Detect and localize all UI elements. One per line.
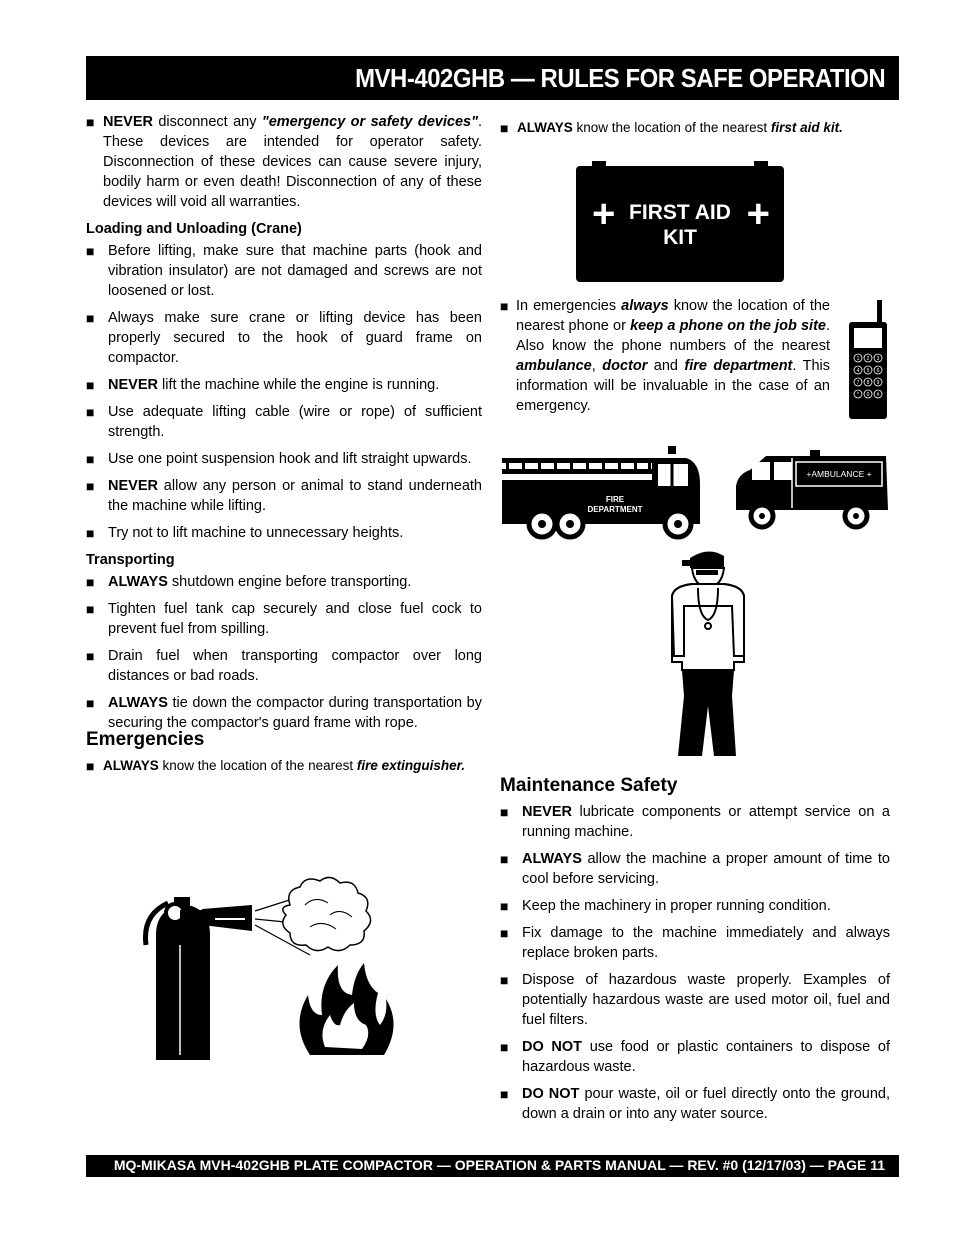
- first-aid-emphasis: first aid kit.: [770, 120, 843, 135]
- bullet-square: ■: [86, 525, 95, 541]
- loading-item-body: lift the machine while the engine is running.: [157, 377, 440, 393]
- loading-item-lead: NEVER: [108, 377, 158, 393]
- maintenance-item-text: [522, 896, 890, 916]
- phone-t3: . Also know the phone numbers of the nearest: [516, 318, 830, 354]
- phone-key-label: 1: [856, 356, 860, 362]
- loading-item-text: [108, 449, 482, 469]
- loading-item-body: allow any person or animal to stand underneath the machine while lifting.: [108, 478, 482, 514]
- maintenance-item-text: [522, 923, 890, 963]
- phone-paragraph: [516, 296, 830, 416]
- phone-key-label: #: [876, 392, 880, 398]
- maintenance-item: [500, 1084, 890, 1124]
- phone-t2: know the location of the nearest phone or: [516, 298, 830, 334]
- page-title: MVH-402GHB — RULES FOR SAFE OPERATION: [354, 63, 885, 93]
- bullet-square: ■: [86, 114, 95, 130]
- loading-list: [86, 241, 482, 543]
- bullet-square: ■: [86, 377, 95, 393]
- footer-text: MQ-MIKASA MVH-402GHB PLATE COMPACTOR — OPERATION & PARTS MANUAL — REV. #0 (12/17/03) — PAGE 11: [113, 1157, 885, 1173]
- phone-key-label: 8: [866, 380, 870, 386]
- phone-key-label: 4: [856, 368, 860, 374]
- transport-item-text: [108, 693, 482, 733]
- maintenance-item: [500, 923, 890, 963]
- maintenance-heading: Maintenance Safety: [500, 775, 678, 796]
- maintenance-item-lead: DO NOT: [522, 1039, 583, 1055]
- loading-heading: Loading and Unloading (Crane): [86, 221, 302, 237]
- phone-key-label: 7: [856, 380, 860, 386]
- loading-item-body: Use one point suspension hook and lift straight upwards.: [108, 451, 472, 467]
- bullet-square: ■: [500, 1086, 509, 1102]
- bullet-square: ■: [86, 601, 95, 617]
- phone-key-label: *: [857, 392, 859, 398]
- transport-item: [86, 646, 482, 686]
- phone-key-label: 2: [866, 356, 870, 362]
- transport-list: [86, 572, 482, 733]
- intro-paragraph: [86, 112, 482, 212]
- maintenance-item-lead: NEVER: [522, 804, 572, 820]
- loading-item-body: Before lifting, make sure that machine parts (hook and vibration insulator) are not damaged and screws are not loosened or lost.: [108, 243, 482, 299]
- transport-item-body: Tighten fuel tank cap securely and close fuel cock to prevent fuel from spilling.: [108, 601, 482, 637]
- kit-latch: [754, 161, 768, 167]
- first-aid-item: [500, 118, 890, 145]
- loading-item-lead: NEVER: [108, 478, 158, 494]
- maintenance-item: [500, 1037, 890, 1077]
- bullet-square: ■: [86, 574, 95, 590]
- loading-item-text: [108, 523, 482, 543]
- maintenance-item: [500, 970, 890, 1030]
- transport-item-text: [108, 599, 482, 639]
- bullet-square: ■: [500, 851, 509, 867]
- bullet-square: ■: [86, 648, 95, 664]
- phone-t6: . This information will be invaluable in the case of an emergency.: [516, 358, 830, 414]
- intro-emphasis: "emergency or safety devices": [261, 114, 478, 130]
- maintenance-item-lead: ALWAYS: [522, 851, 582, 867]
- bullet-square: ■: [86, 404, 95, 420]
- ambulance-illustration: [732, 450, 892, 534]
- loading-item: [86, 241, 482, 301]
- header-bar: [86, 56, 899, 100]
- emergencies-section: [86, 730, 486, 783]
- transport-item: [86, 572, 482, 592]
- fire-truck-illustration: [500, 444, 704, 540]
- maintenance-item-body: lubricate components or attempt service on a running machine.: [522, 804, 890, 840]
- phone-e3: ambulance: [516, 358, 592, 374]
- fire-ext-text: know the location of the nearest: [158, 758, 357, 773]
- loading-item: [86, 449, 482, 469]
- phone-e4: doctor: [602, 358, 648, 374]
- bullet-square: ■: [500, 804, 509, 820]
- plus-icon: +: [746, 192, 770, 236]
- first-aid-kit-illustration: [576, 166, 784, 282]
- doctor-illustration: [668, 546, 750, 760]
- bullet-square: ■: [86, 310, 95, 326]
- maintenance-item-body: Keep the machinery in proper running condition.: [522, 898, 831, 914]
- bullet-square: ■: [500, 972, 509, 988]
- loading-item: [86, 402, 482, 442]
- transport-item-body: shutdown engine before transporting.: [167, 574, 412, 590]
- transport-item-text: [108, 572, 482, 592]
- maintenance-item-text: [522, 1037, 890, 1077]
- loading-item-body: Use adequate lifting cable (wire or rope) of sufficient strength.: [108, 404, 482, 440]
- phone-t1: In emergencies: [516, 298, 622, 314]
- loading-item-text: [108, 476, 482, 516]
- loading-item-text: [108, 308, 482, 368]
- maintenance-item-body: pour waste, oil or fuel directly onto the ground, down a drain or into any water source.: [522, 1086, 890, 1122]
- maintenance-item: [500, 802, 890, 842]
- transport-item-body: tie down the compactor during transportation by securing the compactor's guard frame with rope.: [108, 695, 482, 731]
- fire-extinguisher-illustration: [140, 875, 400, 1065]
- loading-item-text: [108, 241, 482, 301]
- first-aid-text: know the location of the nearest: [572, 120, 771, 135]
- phone-e5: fire department: [684, 358, 793, 374]
- kit-label-line2: KIT: [663, 226, 697, 249]
- phone-key-label: 5: [866, 368, 870, 374]
- bullet-square: ■: [86, 478, 95, 494]
- maintenance-item: [500, 896, 890, 916]
- intro-lead: NEVER: [103, 114, 153, 130]
- phone-key-label: 6: [876, 368, 880, 374]
- kit-label: [576, 200, 784, 250]
- first-aid-bullet: [500, 118, 890, 138]
- loading-item: [86, 476, 482, 516]
- phone-e1: always: [621, 298, 669, 314]
- phone-t5: and: [647, 358, 685, 374]
- truck-label-fire: FIRE: [605, 495, 625, 504]
- truck-label-department: DEPARTMENT: [587, 505, 643, 514]
- fire-extinguisher-item: [86, 756, 486, 776]
- loading-item-text: [108, 402, 482, 442]
- transport-heading: Transporting: [86, 552, 175, 568]
- phone-t4: ,: [591, 358, 603, 374]
- maintenance-item-body: use food or plastic containers to dispose of hazardous waste.: [522, 1039, 890, 1075]
- cell-phone-illustration: [846, 298, 890, 422]
- transport-item-body: Drain fuel when transporting compactor over long distances or bad roads.: [108, 648, 482, 684]
- first-aid-lead: ALWAYS: [517, 120, 573, 135]
- phone-key-label: 0: [866, 392, 870, 398]
- bullet-square: ■: [500, 1039, 509, 1055]
- maintenance-item-text: [522, 970, 890, 1030]
- bullet-square: ■: [500, 298, 509, 314]
- loading-item-body: Try not to lift machine to unnecessary heights.: [108, 525, 404, 541]
- maintenance-item-text: [522, 1084, 890, 1124]
- left-column: [86, 112, 482, 740]
- maintenance-item-lead: DO NOT: [522, 1086, 580, 1102]
- maintenance-list: [500, 802, 890, 1124]
- bullet-square: ■: [500, 120, 509, 136]
- bullet-square: ■: [86, 243, 95, 259]
- footer-bar: [86, 1155, 899, 1177]
- maintenance-item: [500, 849, 890, 889]
- intro-text-1: disconnect any: [152, 114, 262, 130]
- maintenance-section: [500, 776, 890, 1131]
- maintenance-item-text: [522, 802, 890, 842]
- transport-item-lead: ALWAYS: [108, 695, 168, 711]
- ambulance-label: +AMBULANCE +: [806, 469, 872, 479]
- maintenance-item-body: allow the machine a proper amount of time to cool before servicing.: [522, 851, 890, 887]
- bullet-square: ■: [86, 758, 95, 774]
- loading-item-body: Always make sure crane or lifting device has been properly secured to the hook of guard frame on compactor.: [108, 310, 482, 366]
- transport-item: [86, 693, 482, 733]
- loading-item: [86, 375, 482, 395]
- intro-text-2: . These devices are intended for operator safety. Disconnection of these devices can cause severe injury, bodily harm or even death! Disconnection of any of these devices will void all warranties.: [103, 114, 482, 210]
- bullet-square: ■: [86, 695, 95, 711]
- plus-icon: +: [592, 192, 616, 236]
- kit-label-line1: FIRST AID: [629, 201, 731, 224]
- maintenance-item-body: Dispose of hazardous waste properly. Examples of potentially hazardous waste are used motor oil, fuel and fuel filters.: [522, 972, 890, 1028]
- phone-key-label: 3: [876, 356, 880, 362]
- bullet-square: ■: [500, 898, 509, 914]
- phone-key-label: 9: [876, 380, 880, 386]
- phone-e2: keep a phone on the job site: [630, 318, 826, 334]
- fire-ext-lead: ALWAYS: [103, 758, 159, 773]
- kit-latch: [592, 161, 606, 167]
- transport-item-lead: ALWAYS: [108, 574, 168, 590]
- transport-item-text: [108, 646, 482, 686]
- transport-item: [86, 599, 482, 639]
- loading-item: [86, 523, 482, 543]
- bullet-square: ■: [86, 451, 95, 467]
- fire-ext-emphasis: fire extinguisher.: [356, 758, 465, 773]
- loading-item-text: [108, 375, 482, 395]
- bullet-square: ■: [500, 925, 509, 941]
- emergencies-heading: Emergencies: [86, 729, 205, 750]
- loading-item: [86, 308, 482, 368]
- maintenance-item-text: [522, 849, 890, 889]
- maintenance-item-body: Fix damage to the machine immediately and always replace broken parts.: [522, 925, 890, 961]
